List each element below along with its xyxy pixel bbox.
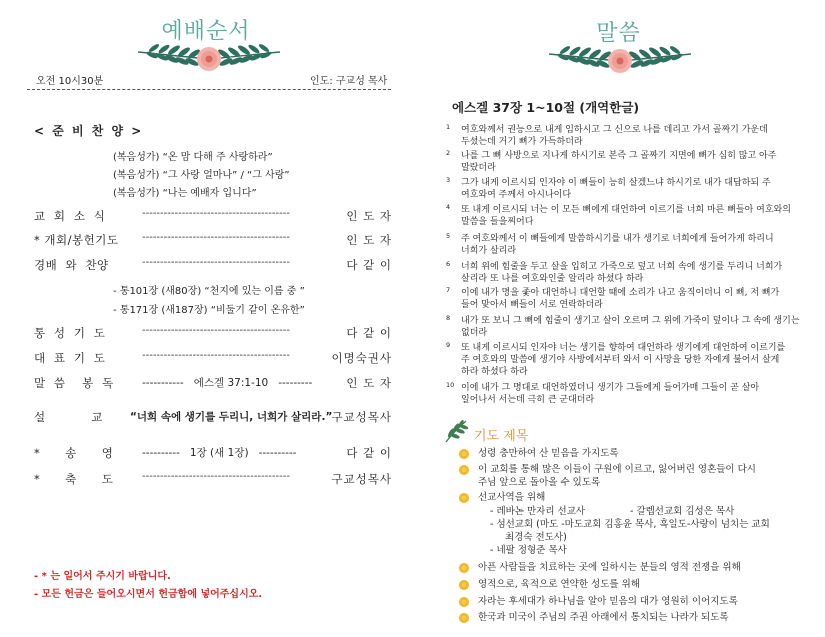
verse xyxy=(446,150,816,174)
prayer-line: 주님 앞으로 돌아올 수 있도록 xyxy=(478,476,601,488)
verse-line: 살리라 또 나를 여호와인줄 알리라 하셨다 하라 xyxy=(461,274,644,284)
sun-bullet-icon xyxy=(458,492,470,509)
prayer-line: 자라는 후세대가 하나님을 알아 믿음의 대가 영원히 이어지도록 xyxy=(478,596,738,607)
verse-line: 주 여호와께서 이 뼈들에게 말씀하시기를 내가 생기로 너희에게 들어가게 하리니 xyxy=(461,234,774,244)
prep-song: (복음성가) “그 사랑 얼마나” / “그 사랑” xyxy=(113,170,290,181)
order-row-prayer xyxy=(34,325,392,341)
verse-line: 이에 내가 명을 좇아 대언하니 대언할 때에 소리가 나고 움직이더니 이 뼈, 저 뼈가 xyxy=(461,288,780,298)
order-row-scripture-reading xyxy=(34,375,392,391)
verse-line: 말랐더라 xyxy=(461,163,496,173)
order-person: 구교성목사 xyxy=(331,472,392,486)
order-of-worship-panel xyxy=(0,0,412,637)
scripture-reference: 에스겔 37장 1~10절 (개역한글) xyxy=(452,100,640,115)
verse-line: 나를 그 뼈 사방으로 지나게 하시기로 본즉 그 골짜기 지면에 뼈가 심히 많고 아주 xyxy=(461,151,777,161)
order-label: 대 표 기 도 xyxy=(34,351,106,365)
verse-line: 또 내게 이르시되 인자야 너는 생기를 향하여 대언하라 생기에게 대언하여 이르기를 xyxy=(461,343,786,353)
verse-line: 주 여호와의 말씀에 생기야 사방에서부터 와서 이 사망을 당한 자에게 불어서 살게 xyxy=(461,355,780,365)
order-dashes: ----------------------------------------- xyxy=(142,232,290,243)
verse-number: 6 xyxy=(446,260,451,268)
prayer-line: 선교사역을 위해 xyxy=(478,492,546,503)
verse-line: 말씀을 들을찌어다 xyxy=(461,217,534,227)
verse-line: 여호와께서 권능으로 내게 임하시고 그 신으로 나를 데리고 가서 골짜기 가운데 xyxy=(461,125,768,135)
prep-song: (복음성가) “온 맘 다해 주 사랑하라” xyxy=(113,152,273,163)
sun-bullet-icon xyxy=(458,596,470,613)
verse xyxy=(446,233,816,257)
order-row-representative-prayer xyxy=(34,350,392,366)
prayer-line: 이 교회를 통해 많은 이들이 구원에 이르고, 잃어버린 영혼들이 다시 xyxy=(478,464,756,475)
order-person: 이명숙권사 xyxy=(331,351,392,365)
order-title: 예배순서 xyxy=(161,19,251,44)
order-label: * 송 영 xyxy=(34,446,114,460)
verse-line: 들어 맞아서 뼈들이 서로 연락하더라 xyxy=(461,300,603,310)
verse xyxy=(446,204,816,228)
order-person: 다 같 이 xyxy=(346,258,392,272)
order-dashes: ----------------------------------------- xyxy=(142,257,290,268)
order-person: 인 도 자 xyxy=(346,233,392,247)
mission-item: - 레바논 만자리 선교사 xyxy=(490,506,586,517)
order-label: 경배 와 찬양 xyxy=(34,258,109,272)
mission-item: - 갈렙선교회 김성은 목사 xyxy=(630,506,735,517)
verse-line: 너희가 살리라 xyxy=(461,246,517,256)
verse xyxy=(446,315,816,339)
divider xyxy=(27,89,391,90)
verse xyxy=(446,382,816,406)
scripture-panel xyxy=(412,0,825,637)
order-dashes: ----------------------------------------- xyxy=(142,208,290,219)
verse-line: 또 내게 이르시되 너는 이 모든 뼈에게 대언하여 이르기를 너희 마른 뼈들아 여호와의 xyxy=(461,205,791,215)
verse-line: 내가 또 보니 그 뼈에 힘줄이 생기고 살이 오르며 그 위에 가죽이 덮이나 그 속에 생기는 xyxy=(461,316,800,326)
service-time: 오전 10시30분 xyxy=(36,76,104,87)
scripture-title: 말씀 xyxy=(596,21,641,46)
verse-number: 1 xyxy=(446,123,451,131)
order-label: 설 교 xyxy=(34,410,103,424)
verse-number: 10 xyxy=(446,381,455,389)
order-row-benediction xyxy=(34,471,392,487)
mission-item: - 섬선교회 (마도 -마도교회 김홍윤 목사, 흑일도-사랑이 넘치는 교회 xyxy=(490,519,770,530)
order-label: 교 회 소 식 xyxy=(34,209,106,223)
order-label: * 개회/봉헌기도 xyxy=(34,233,119,247)
verse-line: 이에 내가 그 명대로 대언하였더니 생기가 그들에게 들어가매 그들이 곧 살아 xyxy=(461,383,760,393)
verse-number: 7 xyxy=(446,286,451,294)
verse-number: 9 xyxy=(446,341,451,349)
order-detail: ----------- 에스겔 37:1-10 --------- xyxy=(142,377,313,389)
order-label: 통 성 기 도 xyxy=(34,326,106,340)
prayer-line: 아픈 사람들을 치료하는 곳에 일하시는 분들의 영적 전쟁을 위해 xyxy=(478,562,741,573)
order-row-doxology xyxy=(34,445,392,461)
floral-ornament-icon xyxy=(545,44,695,78)
mission-item: - 네팔 정형준 목사 xyxy=(490,545,567,556)
verse-number: 3 xyxy=(446,176,451,184)
verse xyxy=(446,261,816,285)
verse xyxy=(446,342,816,378)
prep-song: (복음성가) “나는 예배자 입니다” xyxy=(113,188,257,199)
prep-worship-heading: < 준 비 찬 양 > xyxy=(34,124,144,138)
service-leader: 인도: 구교성 목사 xyxy=(310,76,388,87)
order-person: 다 같 이 xyxy=(346,326,392,340)
order-row-praise xyxy=(34,257,392,273)
floral-ornament-icon xyxy=(134,42,284,76)
order-label: * 축 도 xyxy=(34,472,114,486)
order-person: 구교성목사 xyxy=(331,410,392,424)
verse-line: 그가 내게 이르시되 인자야 이 뼈들이 능히 살겠느냐 하시기로 내가 대답하되 주 xyxy=(461,178,771,188)
order-dashes: ----------------------------------------- xyxy=(142,325,290,336)
order-dashes: ----------------------------------------- xyxy=(142,471,290,482)
verse xyxy=(446,287,816,311)
sun-bullet-icon xyxy=(458,448,470,465)
order-row-church-news xyxy=(34,208,392,224)
offering-note: - 모든 헌금은 들어오시면서 헌금함에 넣어주십시오. xyxy=(34,589,263,600)
verse-number: 8 xyxy=(446,314,451,322)
order-row-opening-prayer xyxy=(34,232,392,248)
prayer-line: 영적으로, 육적으로 연약한 성도를 위해 xyxy=(478,579,640,590)
sun-bullet-icon xyxy=(458,464,470,481)
order-label: 말 씀 봉 독 xyxy=(34,376,114,390)
order-dashes: ----------------------------------------- xyxy=(142,350,290,361)
sermon-title: “너희 속에 생기를 두리니, 너희가 살리라.” xyxy=(130,411,333,423)
prayer-title: 기도 제목 xyxy=(474,429,529,444)
verse-number: 5 xyxy=(446,232,451,240)
sun-bullet-icon xyxy=(458,612,470,629)
order-person: 다 같 이 xyxy=(346,446,392,460)
verse xyxy=(446,124,816,148)
verse-line: 하라 하셨다 하라 xyxy=(461,367,528,377)
verse-line: 없더라 xyxy=(461,328,488,338)
prayer-line: 성령 충만하여 산 믿음을 가지도록 xyxy=(478,448,619,459)
mission-item: 최경숙 전도사) xyxy=(505,532,567,543)
hymn-item: - 통171장 (새187장) “비둘기 같이 온유한” xyxy=(113,305,305,316)
sun-bullet-icon xyxy=(458,579,470,596)
order-person: 인 도 자 xyxy=(346,209,392,223)
sun-bullet-icon xyxy=(458,562,470,579)
order-detail: ---------- 1장 (새 1장) ---------- xyxy=(142,447,297,459)
verse-line: 일어나서 서는데 극히 큰 군대더라 xyxy=(461,395,595,405)
verse-number: 4 xyxy=(446,203,451,211)
order-person: 인 도 자 xyxy=(346,376,392,390)
order-row-sermon xyxy=(34,409,392,425)
prayer-line: 한국과 미국이 주님의 주권 아래에서 통치되는 나라가 되도록 xyxy=(478,612,729,623)
verse-number: 2 xyxy=(446,149,451,157)
standing-note: - * 는 일어서 주시기 바랍니다. xyxy=(34,571,171,582)
verse-line: 여호와여 주께서 아시나이다 xyxy=(461,190,572,200)
hymn-item: - 통101장 (새80장) “천지에 있는 이름 중 ” xyxy=(113,286,305,297)
leaf-branch-icon xyxy=(442,418,470,444)
verse xyxy=(446,177,816,201)
verse-line: 너희 위에 힘줄을 두고 살을 입히고 가죽으로 덮고 너희 속에 생기를 두리니 너희가 xyxy=(461,262,783,272)
verse-line: 두셨는데 거기 뼈가 가득하더라 xyxy=(461,137,583,147)
